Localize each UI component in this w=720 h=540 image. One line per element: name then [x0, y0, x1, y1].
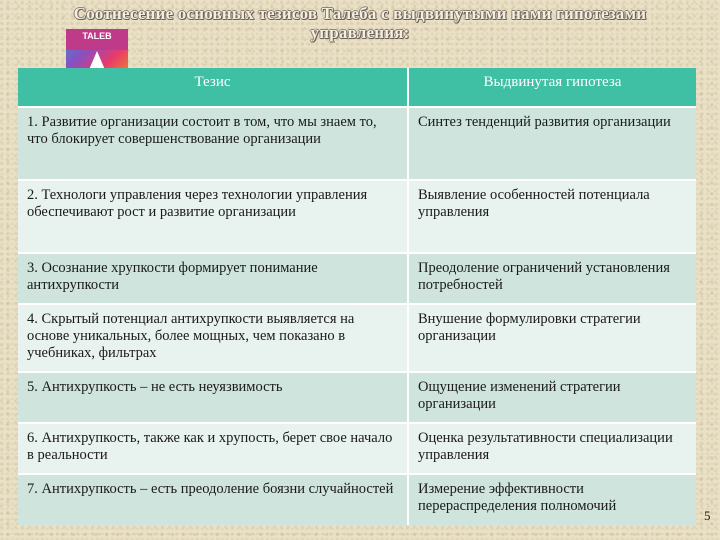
- page-number: 5: [704, 508, 711, 523]
- hypothesis-cell: Выявление особенностей потенциала управления: [408, 180, 696, 253]
- hypothesis-cell: Ощущение изменений стратегии организации: [408, 372, 696, 423]
- thesis-cell: 5. Антихрупкость – не есть неуязвимость: [18, 372, 408, 423]
- thesis-cell: 6. Антихрупкость, также как и хрупость, берет свое начало в реальности: [18, 423, 408, 474]
- table-header-row: [18, 68, 696, 107]
- table-row: [18, 372, 696, 423]
- hypothesis-cell: Синтез тенденций развития организации: [408, 107, 696, 180]
- table-row: [18, 180, 696, 253]
- hypothesis-cell: Преодоление ограничений установления потребностей: [408, 253, 696, 304]
- book-cover-author: TALEB: [66, 29, 128, 50]
- table-row: [18, 474, 696, 525]
- header-hypothesis: Выдвинутая гипотеза: [408, 68, 696, 107]
- thesis-cell: 7. Антихрупкость – есть преодоление боязни случайностей: [18, 474, 408, 525]
- thesis-cell: 3. Осознание хрупкости формирует понимание антихрупкости: [18, 253, 408, 304]
- hypothesis-cell: Оценка результативности специализации управления: [408, 423, 696, 474]
- hypothesis-cell: Внушение формулировки стратегии организации: [408, 304, 696, 372]
- thesis-cell: 1. Развитие организации состоит в том, что мы знаем то, что блокирует совершенствование организации: [18, 107, 408, 180]
- header-thesis: Тезис: [18, 68, 408, 107]
- table-row: [18, 107, 696, 180]
- hypothesis-cell: Измерение эффективности перераспределения полномочий: [408, 474, 696, 525]
- table-row: [18, 423, 696, 474]
- thesis-cell: 2. Технологи управления через технологии управления обеспечивают рост и развитие организации: [18, 180, 408, 253]
- thesis-hypothesis-table: [18, 68, 696, 525]
- table-row: [18, 304, 696, 372]
- slide-title-line-1: Соотнесение основных тезисов Талеба с выдвинутыми нами гипотезами: [73, 4, 647, 23]
- slide-title-line-2: управления:: [310, 23, 410, 42]
- table-row: [18, 253, 696, 304]
- thesis-cell: 4. Скрытый потенциал антихрупкости выявляется на основе уникальных, более мощных, чем показано в учебниках, фильтрах: [18, 304, 408, 372]
